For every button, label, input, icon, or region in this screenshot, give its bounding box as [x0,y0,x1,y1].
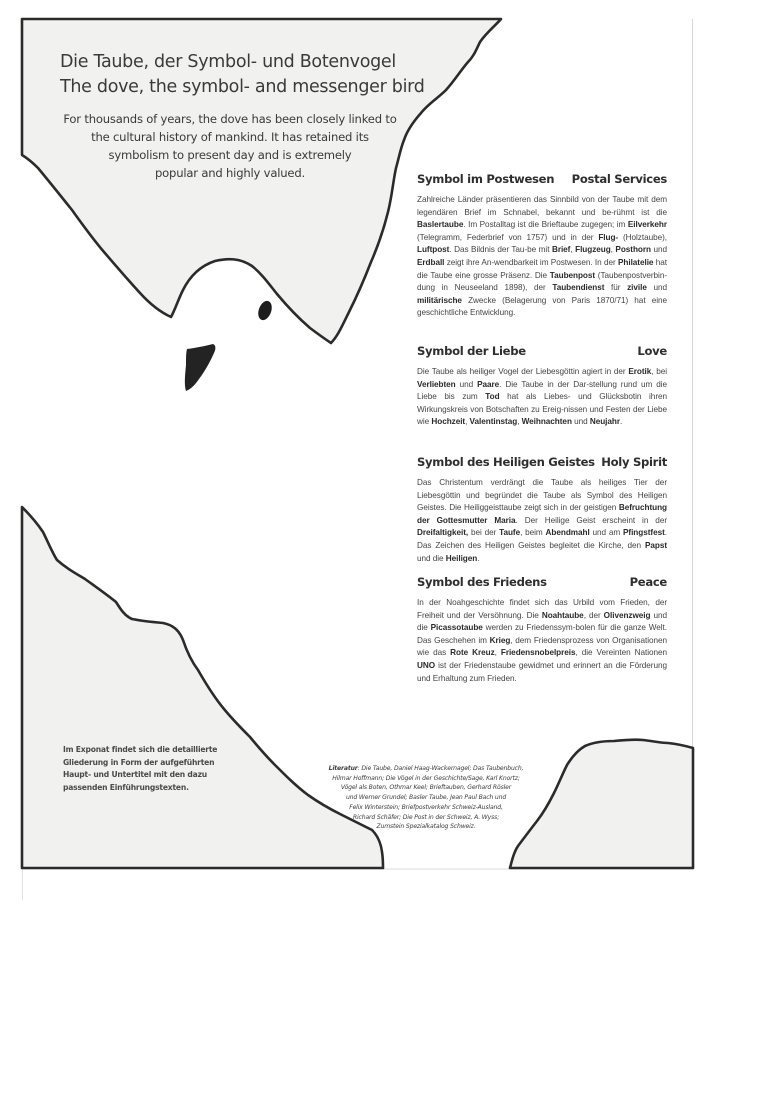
body-text: . Die Taube in der Dar-stellung rund um die Liebe bis zum [417,379,667,402]
body-text: . [620,417,623,427]
body-text: . Im Postalltag ist die Brieftaube zugegen; im [463,220,628,230]
section-peace [417,575,667,685]
literature-line: Richard Schäfer; Die Post in der Schweiz, A. Wyss; [352,813,500,821]
emphasis-term: Philatelie [617,257,654,267]
literature-text: : Die Taube, Daniel Haag-Wackernagel; Das Taubenbuch, [357,765,524,772]
emphasis-term: Papst [644,540,667,550]
section-heading [417,575,667,589]
emphasis-term: Olivenzweig [603,610,651,620]
emphasis-term: Flug- [598,232,619,242]
note-line: Haupt- und Untertitel mit den dazu [63,770,208,779]
emphasis-term: Paare [477,379,500,389]
emphasis-term: Verliebten [417,379,456,389]
emphasis-term: Hochzeit [431,417,466,427]
emphasis-term: Abendmahl [545,528,590,538]
intro-line: popular and highly valued. [155,166,305,180]
title-german: Die Taube, der Symbol- und Botenvogel [60,52,396,72]
intro-line: the cultural history of mankind. It has retained its [91,130,369,144]
body-text: (Taubenpostverbin-dung in Neuseeland 1898), der [417,270,667,293]
body-text: und [571,417,590,427]
dove-beak-icon [185,344,216,391]
body-text: hat als Liebes- und Glücksbotin ihren Wirkungskreis von Botschaften zu Ereig-nissen und Festen der Liebe wie [417,392,667,427]
emphasis-term: Friedensnobelpreis [500,648,576,658]
literature-line: Zumstein Spezialkatalog Schweiz. [376,823,476,831]
dove-eye-icon [256,299,274,322]
body-text: , bei [651,367,667,376]
body-text: , [494,648,501,658]
body-text: , dem Friedensprozess von Organisationen wie das [417,635,667,658]
note-line: Im Exponat findet sich die detaillierte [63,745,218,754]
body-text: Das Christentum verdrängt die Taube als heiliges Tier der Liebesgöttin und begründet die Taube als Symbol des Heiligen Geistes. Die Heiliggeisttaube zeigt sich in der geistigen [417,478,667,513]
body-text: werden zu Friedenssym-bolen für die ganze Welt. Das Geschehen im [417,623,667,645]
body-text: und [455,379,478,389]
section-title-english: Postal Services [571,172,667,186]
intro-line: symbolism to present day and is extremely [108,148,352,162]
section-title-german: Symbol des Heiligen Geistes [417,455,595,469]
body-text: . Das Zeichen des Heiligen Geistes begleitet die Kirche, den [417,528,667,550]
body-text: und am [589,528,623,538]
body-text: , [570,245,576,255]
emphasis-term: Befruchtung der Gottesmutter Maria [417,503,667,525]
emphasis-term: Krieg [489,635,511,645]
literature-line: Felix Winterstein; Briefpostverkehr Schweiz-Ausland, [349,803,503,811]
emphasis-term: Taubendienst [552,283,605,293]
section-holy-spirit [417,455,667,565]
body-text: Die Taube als heiliger Vogel der Liebesgöttin agiert in der [417,367,629,376]
section-body [417,194,667,320]
emphasis-term: Erdball [417,257,445,267]
body-text: ist der Friedenstaube gewidmet und erinnert an die Förderung und Erhaltung zum Frieden. [417,660,667,683]
section-title-german: Symbol der Liebe [417,344,526,358]
emphasis-term: Taufe [499,528,521,538]
literature-line [326,764,526,774]
section-title-german: Symbol des Friedens [417,575,547,589]
body-text: (Telegramm, Federbrief von 1757) und in der [417,232,599,242]
body-text: , die Vereinten Nationen [575,648,668,658]
emphasis-term: Brief [551,245,571,255]
emphasis-term: militärische [417,295,462,305]
emphasis-term: Dreifaltigkeit, [417,528,469,538]
emphasis-term: Heiligen [445,553,478,563]
emphasis-term: Neujahr [589,417,620,427]
body-text: bei der [468,528,500,538]
body-text: Zwecke (Belagerung von Paris 1870/71) hat eine geschichtliche Entwicklung. [417,295,667,318]
body-text: Zahlreiche Länder präsentieren das Sinnbild von der Taube mit dem legendären Brief im Schnabel, bekannt und be-rühmt ist die [417,195,667,217]
title-english: The dove, the symbol- and messenger bird [60,77,425,97]
body-text: und [650,245,668,255]
note-line: Gliederung in Form der aufgeführten [63,757,215,767]
section-title-english: Love [637,344,667,358]
body-text: zeigt ihre An-wendbarkeit im Postwesen. In der [444,257,618,267]
body-text: für [604,283,628,293]
literature-line: Hilmar Hoffmann; Die Vögel in der Geschichte/Sage, Karl Knortz; [332,774,520,782]
section-title-english: Peace [629,575,667,589]
note-line: passenden Einführungstexten. [63,782,189,792]
section-body [417,597,667,685]
literature-line: und Werner Grundel; Basler Taube, Jean Paul Bach und [345,794,507,802]
section-body [417,477,667,565]
exhibit-note [63,744,263,794]
section-body [417,366,667,429]
emphasis-term: Tod [485,392,500,402]
torn-paper-bottom-right [510,740,693,868]
section-postal [417,172,667,320]
emphasis-term: Picassotaube [430,623,483,633]
intro-text [55,110,405,182]
emphasis-term: Baslertaube [417,220,464,230]
body-text: , beim [520,528,546,538]
section-heading [417,344,667,358]
section-love [417,344,667,429]
body-text: . Das Bildnis der Tau-be mit [449,245,552,255]
body-text: , [465,417,470,427]
body-text: . [477,553,480,563]
body-text: , [610,245,616,255]
body-text: und die [417,610,667,633]
body-text: . Der Heilige Geist erscheint in der [515,515,667,525]
section-title-english: Holy Spirit [601,455,667,469]
literature-line: Vögel als Boten, Othmar Keel; Brieftauben, Gerhard Rösler [340,784,512,792]
body-text: (Holztaube), [618,232,667,242]
literature-references [326,764,526,832]
body-text: und die [417,553,446,563]
emphasis-term: Flugzeug [575,245,611,255]
emphasis-term: Taubenpost [549,270,596,280]
emphasis-term: Rote Kreuz [450,648,495,658]
literature-label: Literatur [328,765,358,772]
body-text: , der [583,610,604,620]
emphasis-term: Erotik [628,367,652,376]
emphasis-term: UNO [417,660,436,670]
emphasis-term: Valentinstag [469,417,518,427]
body-text: , [517,417,522,427]
emphasis-term: zivile [627,283,647,293]
section-heading [417,455,667,469]
emphasis-term: Posthorn [615,245,651,255]
intro-line: For thousands of years, the dove has been closely linked to [63,112,397,126]
emphasis-term: Weihnachten [521,417,572,427]
emphasis-term: Luftpost [417,245,450,255]
emphasis-term: Pfingstfest [623,528,665,538]
section-title-german: Symbol im Postwesen [417,172,555,186]
body-text: hat die Taube eine grosse Präsenz. Die [417,257,667,280]
body-text: und [646,283,667,293]
emphasis-term: Noahtaube [541,610,584,620]
section-heading [417,172,667,186]
body-text: In der Noahgeschichte findet sich das Urbild vom Frieden, der Freiheit und der Versöhnung. Die [417,598,667,620]
emphasis-term: Eilverkehr [627,220,667,230]
